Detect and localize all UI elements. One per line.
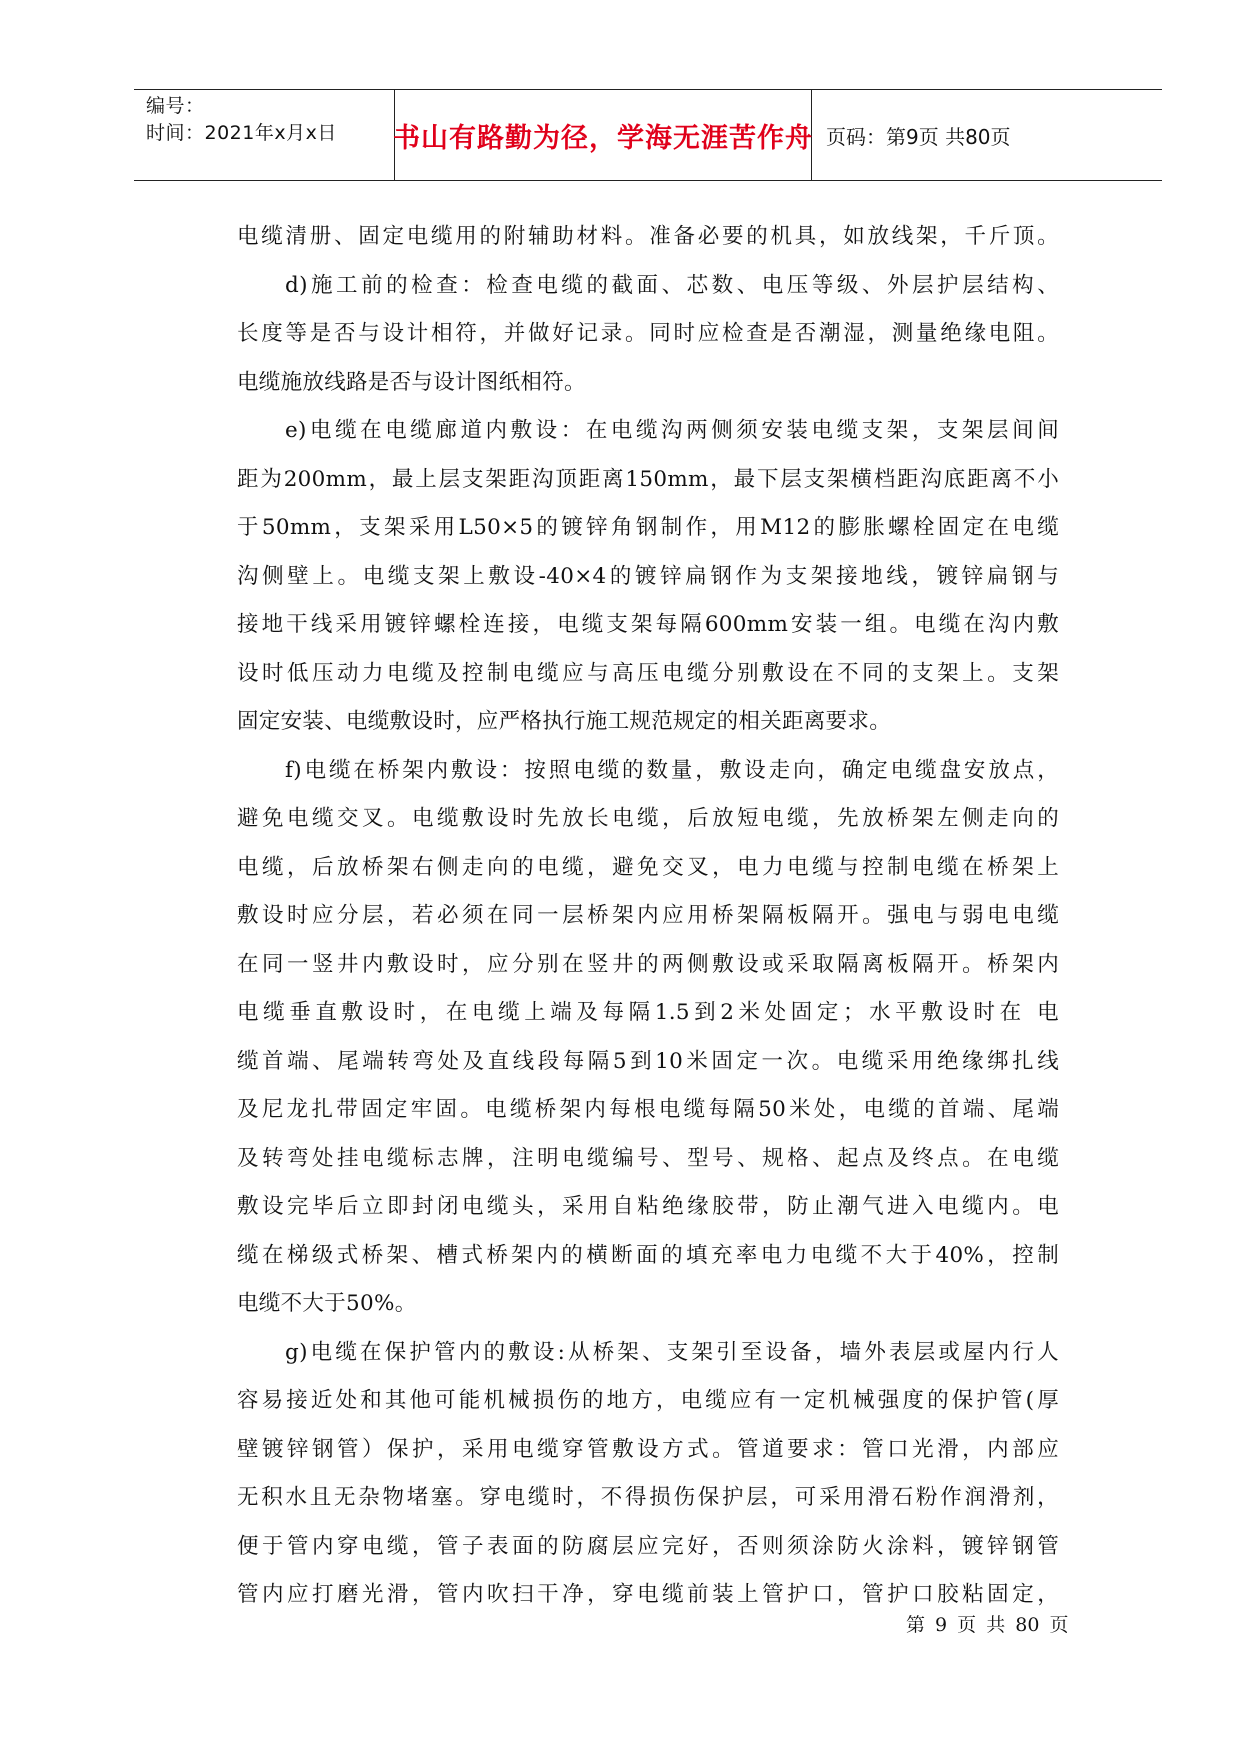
body-line: 电缆清册、固定电缆用的附辅助材料。准备必要的机具，如放线架，千斤顶。 xyxy=(237,224,1059,249)
document-body xyxy=(237,213,1059,1620)
body-line: 固定安装、电缆敷设时，应严格执行施工规范规定的相关距离要求。 xyxy=(237,709,892,734)
body-line: 电缆，后放桥架右侧走向的电缆，避免交叉，电力电缆与控制电缆在桥架上 xyxy=(237,854,1059,880)
body-line: f)电缆在桥架内敷设：按照电缆的数量，敷设走向，确定电缆盘安放点， xyxy=(285,757,1059,783)
body-line: 及尼龙扎带固定牢固。电缆桥架内每根电缆每隔50米处，电缆的首端、尾端 xyxy=(237,1097,1059,1122)
page-footer: 第 9 页 共 80 页 xyxy=(906,1614,1069,1636)
body-line: 缆在梯级式桥架、槽式桥架内的横断面的填充率电力电缆不大于40%，控制 xyxy=(237,1242,1059,1268)
motto-text: 书山有路勤为径，学海无涯苦作舟 xyxy=(393,122,813,154)
body-line: 长度等是否与设计相符，并做好记录。同时应检查是否潮湿，测量绝缘电阻。 xyxy=(237,321,1059,346)
body-line: 于50mm，支架采用L50×5的镀锌角钢制作，用M12的膨胀螺栓固定在电缆 xyxy=(237,515,1059,540)
body-line: e)电缆在电缆廊道内敷设：在电缆沟两侧须安装电缆支架，支架层间间 xyxy=(285,418,1059,443)
body-line: 无积水且无杂物堵塞。穿电缆时，不得损伤保护层，可采用滑石粉作润滑剂， xyxy=(237,1485,1059,1510)
header-meta-cell xyxy=(134,90,394,180)
body-line: 距为200mm，最上层支架距沟顶距离150mm，最下层支架横档距沟底距离不小 xyxy=(237,466,1059,492)
body-line: d)施工前的检查：检查电缆的截面、芯数、电压等级、外层护层结构、 xyxy=(285,272,1059,298)
body-line: 敷设时应分层，若必须在同一层桥架内应用桥架隔板隔开。强电与弱电电缆 xyxy=(237,903,1059,928)
body-line: 容易接近处和其他可能机械损伤的地方，电缆应有一定机械强度的保护管(厚 xyxy=(237,1388,1059,1413)
time-label: 时间：2021年x月x日 xyxy=(146,122,337,144)
body-line: 敷设完毕后立即封闭电缆头，采用自粘绝缘胶带，防止潮气进入电缆内。电 xyxy=(237,1194,1059,1219)
body-line: 电缆不大于50%。 xyxy=(237,1291,417,1316)
body-line: g)电缆在保护管内的敷设:从桥架、支架引至设备，墙外表层或屋内行人 xyxy=(285,1339,1059,1365)
body-line: 缆首端、尾端转弯处及直线段每隔5到10米固定一次。电缆采用绝缘绑扎线 xyxy=(237,1048,1059,1074)
body-line: 电缆垂直敷设时，在电缆上端及每隔1.5到2米处固定；水平敷设时在 电 xyxy=(237,1000,1059,1025)
serial-number-label: 编号： xyxy=(146,95,205,117)
body-line: 避免电缆交叉。电缆敷设时先放长电缆，后放短电缆，先放桥架左侧走向的 xyxy=(237,806,1059,831)
body-line: 在同一竖井内敷设时，应分别在竖井的两侧敷设或采取隔离板隔开。桥架内 xyxy=(237,951,1059,977)
body-line: 设时低压动力电缆及控制电缆应与高压电缆分别敷设在不同的支架上。支架 xyxy=(237,660,1059,686)
header-page-cell xyxy=(812,90,1162,180)
body-line: 沟侧壁上。电缆支架上敷设-40×4的镀锌扁钢作为支架接地线，镀锌扁钢与 xyxy=(237,563,1059,589)
body-line: 便于管内穿电缆，管子表面的防腐层应完好，否则须涂防火涂料，镀锌钢管 xyxy=(237,1533,1059,1559)
page-header xyxy=(134,89,1162,181)
page-code: 页码：第9页 共80页 xyxy=(826,124,1011,149)
body-line: 接地干线采用镀锌螺栓连接，电缆支架每隔600mm安装一组。电缆在沟内敷 xyxy=(237,612,1059,637)
body-line: 壁镀锌钢管）保护，采用电缆穿管敷设方式。管道要求：管口光滑，内部应 xyxy=(237,1436,1059,1462)
body-line: 电缆施放线路是否与设计图纸相符。 xyxy=(237,369,586,395)
header-motto-cell xyxy=(394,90,812,180)
body-line: 及转弯处挂电缆标志牌，注明电缆编号、型号、规格、起点及终点。在电缆 xyxy=(237,1145,1059,1171)
body-line: 管内应打磨光滑，管内吹扫干净，穿电缆前装上管护口，管护口胶粘固定， xyxy=(237,1582,1059,1607)
